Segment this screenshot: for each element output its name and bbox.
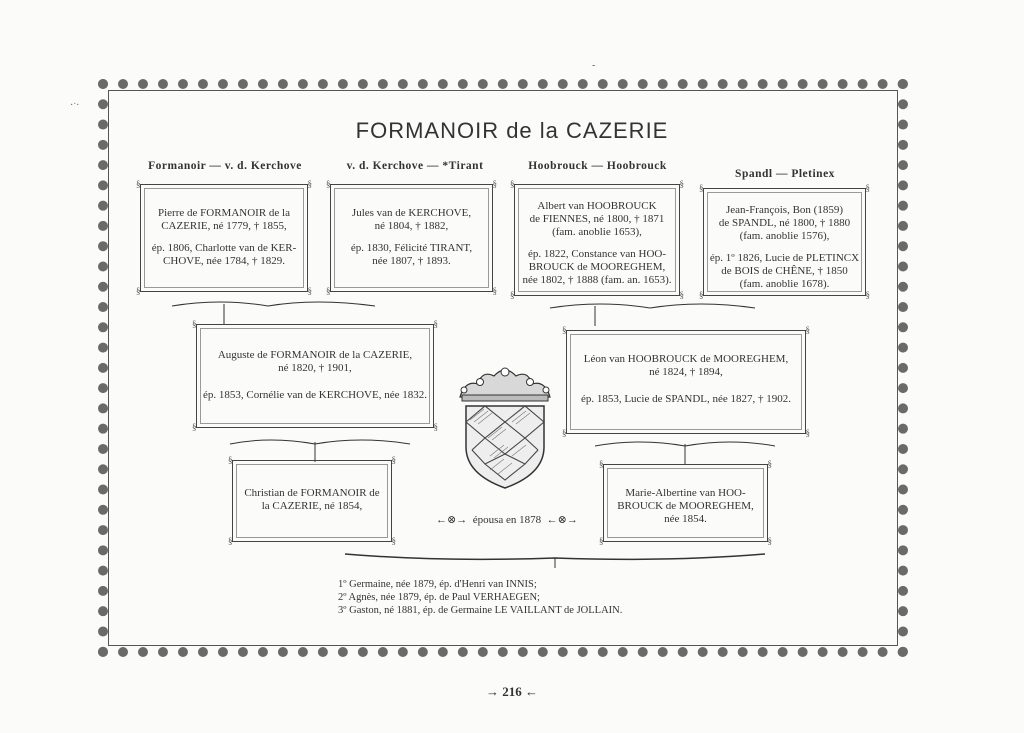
box-line: de BOIS de CHÊNE, † 1850 — [721, 265, 848, 277]
coat-of-arms-icon — [450, 362, 560, 492]
child-entry: 3º Gaston, né 1881, ép. de Germaine LE VAILLANT de JOLLAIN. — [338, 605, 623, 616]
box-line: Jules van de KERCHOVE, — [351, 207, 472, 219]
box-line: ép. 1822, Constance van HOO- — [527, 248, 667, 260]
box-line: (fam. anoblie 1653), — [552, 226, 642, 238]
column-header-1: Formanoir — v. d. Kerchove — [148, 160, 302, 172]
box-line: (fam. anoblie 1678). — [739, 278, 830, 290]
box-line: (fam. anoblie 1576), — [739, 230, 830, 242]
box-line: ép. 1853, Lucie de SPANDL, née 1827, † 1902. — [580, 393, 792, 405]
column-header-4: Spandl — Pletinex — [735, 168, 835, 180]
child-entry: 2º Agnès, née 1879, ép. de Paul VERHAEGEN; — [338, 592, 540, 603]
children-list — [338, 578, 622, 617]
box-line: Jean-François, Bon (1859) — [725, 204, 843, 216]
box-line: Marie-Albertine van HOO- — [625, 487, 746, 499]
box-line: née 1854. — [664, 513, 707, 525]
children-bracket — [340, 548, 770, 570]
box-line: Albert van HOOBROUCK — [537, 200, 657, 212]
box-line: ép. 1806, Charlotte van de KER- — [151, 242, 297, 254]
page-number-text: 216 — [502, 684, 522, 699]
column-header-3: Hoobrouck — Hoobrouck — [528, 160, 667, 172]
page-title: FORMANOIR de la CAZERIE — [355, 118, 669, 143]
genealogy-box-auguste: § § § § Auguste de FORMANOIR de la CAZERIE, né 1820, † 1901, ép. 1853, Cornélie van de KERCHOVE, née 1832. — [192, 319, 438, 432]
marriage-note — [436, 513, 578, 526]
box-line: née 1807, † 1893. — [372, 255, 451, 267]
genealogy-box-jean-francois: § § § § Jean-François, Bon (1859) de SPANDL, né 1800, † 1880 (fam. anoblie 1576), ép. 1º 1826, Lucie de PLETINCX de BOIS de CHÊNE, † 1850 (fam. anoblie 1678). — [699, 183, 870, 300]
scan-speck: ·ˑ· — [70, 100, 80, 111]
box-line: la CAZERIE, né 1854, — [261, 500, 363, 512]
box-line: BROUCK de MOOREGHEM, — [617, 500, 754, 512]
box-line: ép. 1º 1826, Lucie de PLETINCX — [709, 252, 860, 264]
box-line: né 1824, † 1894, — [649, 366, 723, 378]
genealogy-box-albert: § § § § Albert van HOOBROUCK de FIENNES, né 1800, † 1871 (fam. anoblie 1653), ép. 1822, Constance van HOO- BROUCK de MOOREGHEM, née 1802, † 1888 (fam. an. 1653). — [510, 179, 684, 300]
box-line: BROUCK de MOOREGHEM, — [528, 261, 666, 273]
box-line: né 1804, † 1882, — [374, 220, 449, 232]
marriage-text: épousa en 1878 — [472, 514, 542, 526]
genealogy-box-christian: § § § § Christian de FORMANOIR de la CAZERIE, né 1854, — [228, 455, 396, 546]
page-number — [0, 684, 1024, 700]
box-line: Pierre de FORMANOIR de la — [158, 207, 290, 219]
box-line: de SPANDL, né 1800, † 1880 — [718, 217, 851, 229]
box-line: CHOVE, née 1784, † 1829. — [163, 255, 285, 267]
box-line: Léon van HOOBROUCK de MOOREGHEM, — [583, 353, 789, 365]
family-connectors-top — [140, 296, 900, 326]
box-line: née 1802, † 1888 (fam. an. 1653). — [522, 274, 672, 286]
genealogy-box-jules: § § § § Jules van de KERCHOVE, né 1804, † 1882, ép. 1830, Félicité TIRANT, née 1807, † 1893. — [326, 179, 497, 296]
ornament-icon: ← — [525, 684, 538, 699]
genealogy-box-pierre: § § § § Pierre de FORMANOIR de la CAZERIE, né 1779, † 1855, ép. 1806, Charlotte van de KER- CHOVE, née 1784, † 1829. — [136, 179, 312, 296]
ornament-icon: ←⊗→ — [436, 514, 468, 526]
child-entry: 1º Germaine, née 1879, ép. d'Henri van INNIS; — [338, 579, 537, 590]
scan-speck: ‑ — [592, 60, 596, 71]
box-line: ép. 1830, Félicité TIRANT, — [350, 242, 473, 254]
genealogy-box-marie-albertine: § § § § Marie-Albertine van HOO- BROUCK de MOOREGHEM, née 1854. — [599, 459, 772, 546]
box-line: Christian de FORMANOIR de — [244, 487, 380, 499]
genealogy-box-leon: § § § § Léon van HOOBROUCK de MOOREGHEM, né 1824, † 1894, ép. 1853, Lucie de SPANDL, née 1827, † 1902. — [562, 325, 810, 438]
ornament-icon: ←⊗→ — [546, 514, 578, 526]
box-line: CAZERIE, né 1779, † 1855, — [161, 220, 287, 232]
box-line: de FIENNES, né 1800, † 1871 — [529, 213, 665, 225]
box-line: né 1820, † 1901, — [278, 362, 352, 374]
box-line: Auguste de FORMANOIR de la CAZERIE, — [217, 349, 413, 361]
column-header-2: v. d. Kerchove — *Tirant — [346, 160, 484, 172]
ornament-icon: → — [486, 684, 499, 699]
box-line: ép. 1853, Cornélie van de KERCHOVE, née 1832. — [203, 389, 427, 401]
